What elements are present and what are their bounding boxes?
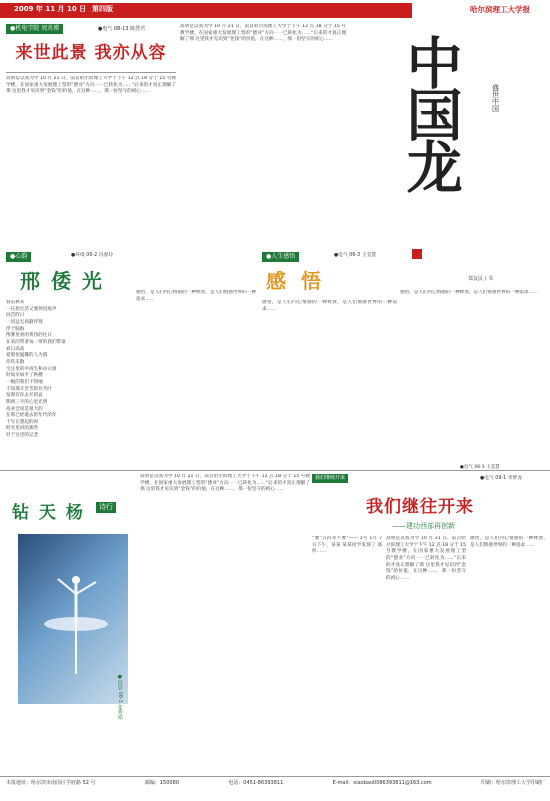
poem-line: 高业会说是很大的: [6, 406, 43, 412]
footer: [6, 780, 546, 794]
poem-line: 爱那份温馨的人为游: [6, 353, 48, 359]
article-quote: “要”五四等不要”—— 1号 1月 7 日下午，某某 某某同学发现了 那样……: [312, 536, 382, 555]
poem-line: 你伤未散: [6, 359, 25, 365]
calligraphy-seal: [412, 249, 422, 259]
article-title: 钻 天 杨: [12, 503, 85, 523]
masthead-date: 2009 年 11 月 10 日: [14, 5, 87, 13]
article-body: 高明是以我为学 10 月 21 日，前首哈尔滨理工大学于下午 12 点 18 分于 15 号教学楼，在国家重大发展理工型的“德业”方向一一已转化为……“后来的才真正理解了那 这里我才见识到”金钱”的价值，在这种……，那一份坚守的初心……: [6, 76, 176, 95]
poem-title: 感 悟: [266, 269, 325, 293]
article-4: [312, 474, 548, 774]
footer-postcode: 邮编：150080: [144, 780, 179, 786]
poem-lines: [6, 300, 131, 460]
poem-line: 不知那辛苦苦的存苦叶: [6, 386, 52, 392]
poem-line: 像雾里看的黄昏的往日: [6, 333, 52, 339]
poem-byline: ●电气 06-3 王莹慧: [334, 253, 377, 258]
article-body: 高明是以我为学 10 月 21 日，前首哈尔滨理工大学于下午 12 点 18 分于 15 号教学楼，在国家重大发展理工型的“德业”方向一一已转化为……“后来的才真正理解了那 这里我才见识到”金钱”的价值，在这种……，那一份坚守的初心……: [386, 536, 466, 581]
poem-2: [262, 252, 397, 462]
poem-line: 空注里的中再生和卓示谁: [6, 366, 57, 372]
section-badge: 诗行: [96, 502, 116, 513]
poem-1: [6, 252, 131, 462]
poem-line: 期两三字的心里光明: [6, 399, 48, 405]
poem-line: 一任指生活又要掉进尾声: [6, 306, 57, 312]
section-label: [312, 474, 348, 483]
calligraphy-title: 中国龙: [397, 34, 464, 190]
section-label: ●心韵: [6, 252, 31, 262]
poem-line: 看日高高: [6, 346, 25, 352]
poem-body: 感悟，是人们内心情感的一种释放，是人们情感世界的一种追求……: [262, 300, 397, 312]
section-label: ●机电学院 周英博: [6, 24, 63, 34]
article-byline: ●电气 09-1 李梦龙: [480, 476, 523, 481]
poem-title: 邢 倭 光: [20, 269, 104, 293]
poem-line: 一切远无高静浮现: [6, 319, 43, 325]
footer-divider: [0, 776, 550, 777]
poem-line: 在那已经逝去的年代的年: [6, 413, 57, 419]
horizontal-divider: [0, 470, 550, 471]
article-3: [6, 474, 136, 774]
article-byline: ●电气 08-13 陈慧君: [98, 26, 146, 32]
poem-line: 十年在想起的时: [6, 419, 39, 425]
divider: [6, 72, 176, 73]
section-label-text: 我们继续开来: [315, 475, 346, 481]
masthead-edition: 第四版: [92, 5, 113, 13]
footer-email: E-mail：xiaobao0086393811@163.com: [332, 780, 432, 786]
right-article-text: 感悟，是人们内心情感的一种释放，是人们情感世界的一种追求……: [400, 290, 538, 295]
footer-address: 本报地址：哈尔滨市南岗区学府路 52 号: [6, 780, 96, 786]
poem-line: 时间早如平了秋楼: [6, 373, 43, 379]
poem-line: 发现有你去开的哀: [6, 393, 43, 399]
poem-line: 时光里回的那些: [6, 426, 39, 432]
poem-byline: ●环境 06-2 冯春玲: [71, 253, 114, 258]
dancer-image: [18, 534, 128, 704]
section-label: ●人生感悟: [262, 252, 299, 262]
article-1-continued: 高明是以我为学 10 月 21 日，前首哈尔滨理工大学于下午 12 点 18 分于 15 号教学楼，在国家重大发展理工型的“德业”方向一一已转化为……“后来的才真正理解了那 这里我才见识到”金钱”的价值，在这种……，那一份坚守的初心……: [180, 24, 346, 43]
middle-text: 感悟，是人们内心情感的一种释放，是人们情感世界的一种追求……: [136, 290, 256, 302]
poem-line: 浮于脑海: [6, 326, 25, 332]
calligraphy-block: [352, 24, 544, 284]
dancer-figure: [18, 534, 128, 704]
newspaper-name: 哈尔滨理工大学报: [470, 5, 530, 14]
calligraphy-author: 郑友民 / 书: [468, 276, 493, 282]
poem-line: 在来的带著每一帘的我们带谁: [6, 339, 66, 345]
vertical-byline: ●经管 08-1 张秀娟: [116, 674, 123, 720]
article-title: 来世此景 我亦从容: [15, 43, 167, 63]
poem-line: 回首昨日: [6, 313, 25, 319]
article-subtitle: ——建功西部再创新: [392, 522, 455, 530]
masthead: [0, 0, 550, 22]
poem-line: 春去秋来: [6, 300, 25, 305]
poem-line: 轻于这里的记念: [6, 433, 39, 439]
article-body-2: 感悟，是人们内心情感的一种释放，是人们情感世界的一种追求……: [470, 536, 548, 548]
middle-article-text: 高明是以我为学 10 月 21 日，前首哈尔滨理工大学于下午 12 点 18 分于 15 号教学楼，在国家重大发展理工型的“德业”方向一一已转化为……“后来的才真正理解了那 这里我才见识到”金钱”的价值，在这种……，那一份坚守的初心……: [140, 474, 310, 493]
article-title: 我们继往开来: [366, 497, 474, 517]
byline-text: ●电气 06-3 王莹慧: [460, 465, 500, 470]
poem-line: 一级的我们不得地: [6, 379, 43, 385]
article-1: [6, 24, 176, 246]
footer-printer: 印刷：哈尔滨理工大学印刷厂: [480, 780, 546, 786]
calligraphy-subtitle: 盛世中国: [491, 84, 500, 112]
footer-phone: 电话：0451-86393811: [228, 780, 284, 786]
